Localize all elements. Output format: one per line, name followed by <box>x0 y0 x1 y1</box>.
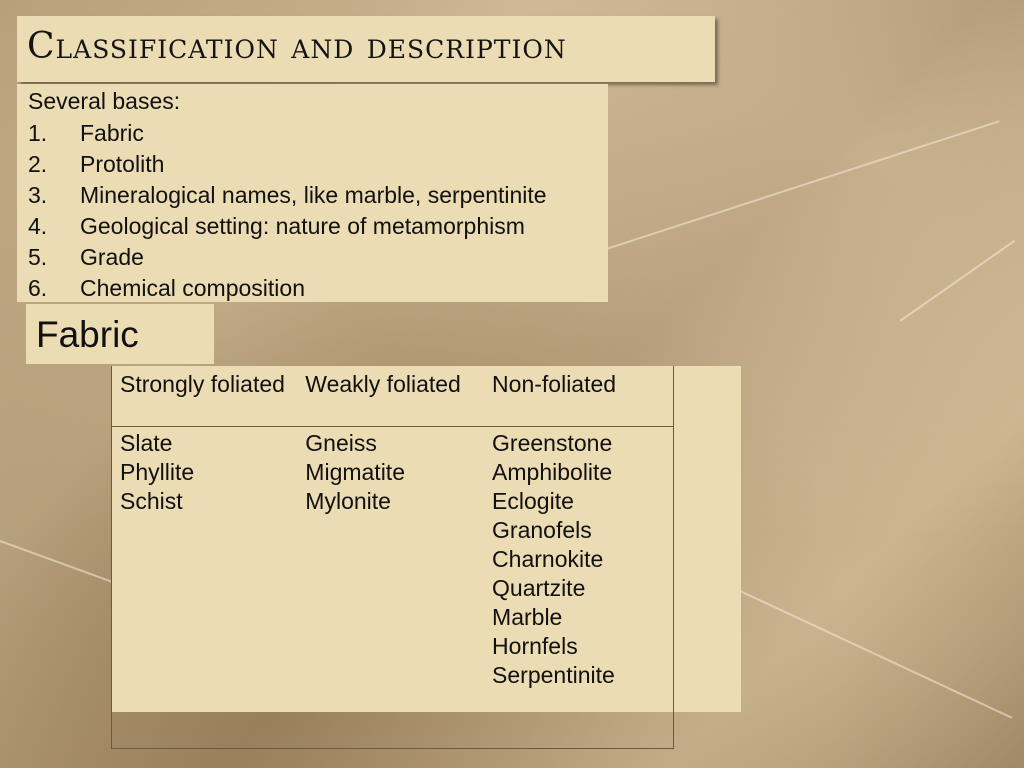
rock-name: Serpentinite <box>492 662 615 688</box>
header-strongly-foliated: Strongly foliated <box>112 366 298 427</box>
rock-name: Hornfels <box>492 633 578 659</box>
rock-name: Amphibolite <box>492 459 613 485</box>
header-non-foliated: Non-foliated <box>484 366 673 427</box>
rock-name: Marble <box>492 604 563 630</box>
rock-name: Gneiss <box>305 430 377 456</box>
table-header-row <box>112 366 674 427</box>
column-non-foliated <box>484 427 673 749</box>
slide-title: Classification and description <box>27 26 567 67</box>
rock-name: Charnokite <box>492 546 604 572</box>
fabric-heading: Fabric <box>36 314 139 355</box>
rock-name: Quartzite <box>492 575 586 601</box>
column-weakly-foliated <box>297 427 484 749</box>
column-strongly-foliated <box>112 427 298 749</box>
list-item: 1. Fabric <box>28 120 144 146</box>
bases-box <box>17 84 608 302</box>
title-box <box>17 16 715 82</box>
list-item: 5. Grade <box>28 244 144 270</box>
rock-name: Phyllite <box>120 459 195 485</box>
bases-intro: Several bases: <box>28 88 181 114</box>
fabric-heading-box <box>26 304 214 364</box>
marble-vein <box>600 120 1000 252</box>
rock-name: Slate <box>120 430 173 456</box>
rock-name: Mylonite <box>305 488 391 514</box>
rock-name: Schist <box>120 488 183 514</box>
rock-name: Eclogite <box>492 488 574 514</box>
rock-name: Greenstone <box>492 430 613 456</box>
header-weakly-foliated: Weakly foliated <box>297 366 484 427</box>
rock-name: Granofels <box>492 517 592 543</box>
fabric-table-box <box>111 366 741 712</box>
list-item: 2. Protolith <box>28 151 165 177</box>
table-row <box>112 427 674 749</box>
bases-list <box>28 118 547 304</box>
fabric-table <box>111 366 674 749</box>
list-item: 4. Geological setting: nature of metamorphism <box>28 213 525 239</box>
marble-vein <box>740 590 1013 719</box>
marble-vein <box>899 240 1015 322</box>
list-item: 3. Mineralogical names, like marble, serpentinite <box>28 182 547 208</box>
marble-vein <box>0 540 113 583</box>
rock-name: Migmatite <box>305 459 405 485</box>
list-item: 6. Chemical composition <box>28 275 305 301</box>
